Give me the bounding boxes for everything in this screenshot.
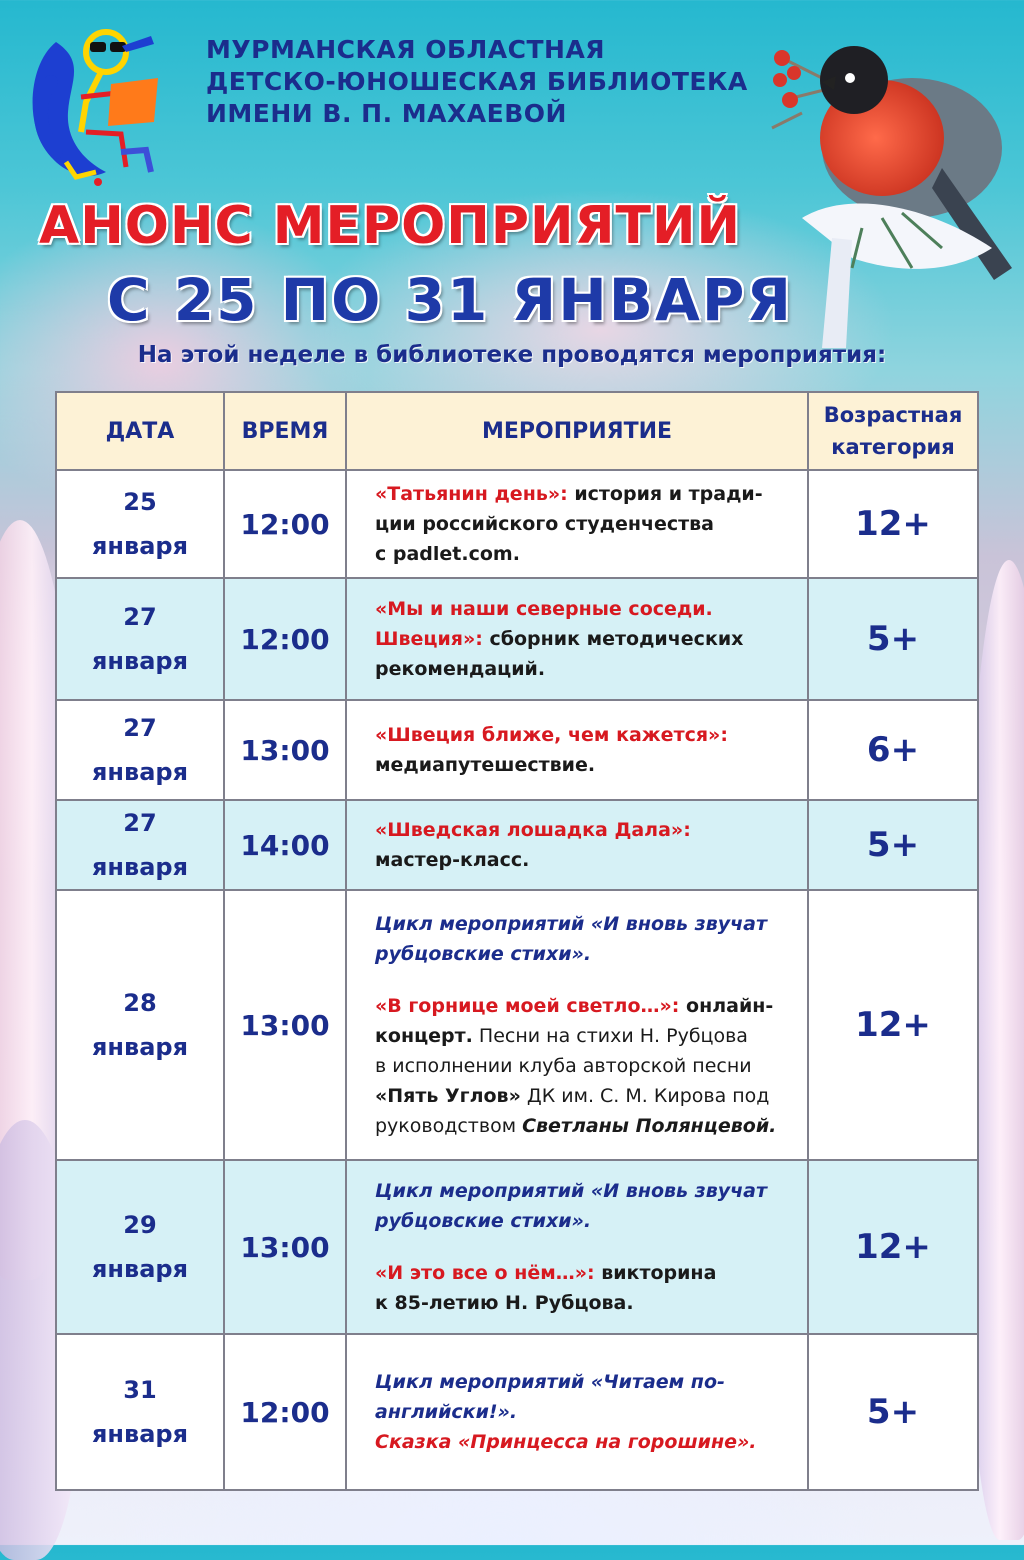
event-day: 27 xyxy=(123,809,157,837)
event-title: «В горнице моей светло…»: xyxy=(375,995,680,1017)
announcement-subtitle: На этой неделе в библиотеке проводятся мероприятия: xyxy=(137,342,887,368)
table-row xyxy=(56,470,978,578)
event-time: 14:00 xyxy=(224,800,346,890)
events-table xyxy=(55,391,979,1491)
event-day: 29 xyxy=(123,1211,157,1239)
event-text: к 85-летию Н. Рубцова. xyxy=(375,1292,634,1314)
event-age-category: 5+ xyxy=(808,1334,978,1490)
table-row xyxy=(56,1334,978,1490)
event-date xyxy=(56,578,224,700)
event-date xyxy=(56,470,224,578)
table-row xyxy=(56,890,978,1160)
event-time: 12:00 xyxy=(224,1334,346,1490)
announcement-title: АНОНС МЕРОПРИЯТИЙ xyxy=(38,196,742,256)
event-title: Швеция»: xyxy=(375,628,483,650)
event-age-category: 5+ xyxy=(808,800,978,890)
event-text: рекомендаций. xyxy=(375,658,546,680)
event-description xyxy=(346,470,808,578)
event-day: 27 xyxy=(123,714,157,742)
library-name-line-2: ДЕТСКО-ЮНОШЕСКАЯ БИБЛИОТЕКА xyxy=(206,67,748,96)
header-date: ДАТА xyxy=(56,392,224,470)
event-month: января xyxy=(92,647,188,675)
event-cycle: рубцовские стихи». xyxy=(375,943,592,965)
event-month: января xyxy=(92,758,188,786)
event-day: 27 xyxy=(123,603,157,631)
event-text: руководством xyxy=(375,1115,523,1137)
event-date xyxy=(56,890,224,1160)
table-row xyxy=(56,800,978,890)
event-time: 13:00 xyxy=(224,700,346,800)
event-description xyxy=(346,1334,808,1490)
event-title: «Шведская лошадка Дала»: xyxy=(375,819,691,841)
event-month: января xyxy=(92,853,188,881)
event-text: медиапутешествие. xyxy=(375,754,596,776)
event-text: с padlet.com. xyxy=(375,543,520,565)
event-text: ДК им. С. М. Кирова под xyxy=(520,1085,770,1107)
event-cycle: Цикл мероприятий «И вновь звучат xyxy=(375,1180,767,1202)
event-text: концерт. xyxy=(375,1025,473,1047)
event-month: января xyxy=(92,532,188,560)
table-row xyxy=(56,700,978,800)
event-cycle: рубцовские стихи». xyxy=(375,1210,592,1232)
library-logo-icon xyxy=(26,22,166,190)
event-cycle: Цикл мероприятий «И вновь звучат xyxy=(375,913,767,935)
event-text: история и тради- xyxy=(567,483,763,505)
event-text: викторина xyxy=(594,1262,717,1284)
header-age-category xyxy=(808,392,978,470)
event-text: онлайн- xyxy=(679,995,774,1017)
event-date xyxy=(56,1160,224,1334)
event-text: «Пять Углов» xyxy=(375,1085,521,1107)
table-row xyxy=(56,578,978,700)
event-cycle: английски!». xyxy=(375,1401,518,1423)
event-title: «Мы и наши северные соседи. xyxy=(375,598,713,620)
event-title: «И это все о нём…»: xyxy=(375,1262,595,1284)
event-day: 25 xyxy=(123,488,157,516)
event-age-category: 12+ xyxy=(808,470,978,578)
event-time: 13:00 xyxy=(224,890,346,1160)
event-date xyxy=(56,700,224,800)
event-cycle: Цикл мероприятий «Читаем по- xyxy=(375,1371,725,1393)
event-month: января xyxy=(92,1420,188,1448)
event-month: января xyxy=(92,1033,188,1061)
event-title: Сказка «Принцесса на горошине». xyxy=(375,1431,757,1453)
event-title: «Швеция ближе, чем кажется»: xyxy=(375,724,728,746)
library-name xyxy=(206,34,748,130)
table-header-row xyxy=(56,392,978,470)
event-description xyxy=(346,578,808,700)
event-age-category: 12+ xyxy=(808,890,978,1160)
event-day: 28 xyxy=(123,989,157,1017)
event-description xyxy=(346,700,808,800)
event-date xyxy=(56,800,224,890)
event-month: января xyxy=(92,1255,188,1283)
event-title: «Татьянин день»: xyxy=(375,483,568,505)
header-time: ВРЕМЯ xyxy=(224,392,346,470)
spacer xyxy=(375,1236,785,1258)
event-text: ции российского студенчества xyxy=(375,513,715,535)
library-name-line-3: ИМЕНИ В. П. МАХАЕВОЙ xyxy=(206,99,567,128)
event-text: Песни на стихи Н. Рубцова xyxy=(472,1025,748,1047)
event-description xyxy=(346,890,808,1160)
event-age-category: 5+ xyxy=(808,578,978,700)
event-text: сборник методических xyxy=(482,628,744,650)
event-description xyxy=(346,800,808,890)
event-age-category: 12+ xyxy=(808,1160,978,1334)
event-text: в исполнении клуба авторской песни xyxy=(375,1055,752,1077)
header-age-line-1: Возрастная xyxy=(823,403,963,427)
event-date xyxy=(56,1334,224,1490)
spacer xyxy=(375,969,785,991)
event-time: 12:00 xyxy=(224,470,346,578)
event-time: 13:00 xyxy=(224,1160,346,1334)
announcement-dates: С 25 ПО 31 ЯНВАРЯ xyxy=(106,266,794,334)
library-name-line-1: МУРМАНСКАЯ ОБЛАСТНАЯ xyxy=(206,35,606,64)
event-text: Светланы Полянцевой. xyxy=(522,1115,777,1137)
header-age-line-2: категория xyxy=(831,435,955,459)
table-row xyxy=(56,1160,978,1334)
event-text: мастер-класс. xyxy=(375,849,530,871)
event-time: 12:00 xyxy=(224,578,346,700)
event-description xyxy=(346,1160,808,1334)
header-event: МЕРОПРИЯТИЕ xyxy=(346,392,808,470)
event-day: 31 xyxy=(123,1376,157,1404)
event-age-category: 6+ xyxy=(808,700,978,800)
